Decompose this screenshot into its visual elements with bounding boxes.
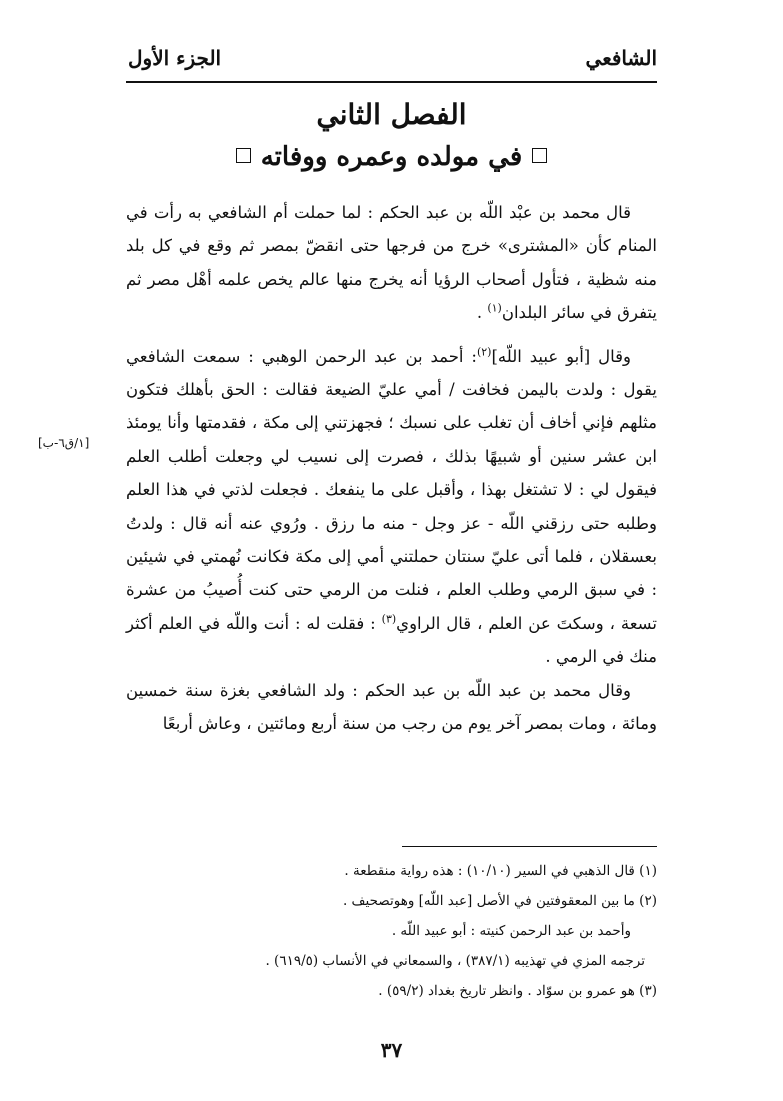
footnotes — [126, 856, 657, 1006]
footnote-ref: (٣) — [381, 612, 397, 626]
body-text — [126, 196, 657, 741]
footnote: (٢) ما بين المعقوفتين في الأصل [عبد اللّه] وهوتصحيف . — [342, 893, 657, 909]
header-rule — [126, 81, 657, 83]
footnote: (١) قال الذهبي في السير (١٠/١٠) : هذه رواية منقطعة . — [344, 863, 657, 879]
paragraph — [126, 340, 657, 674]
running-header — [128, 40, 657, 76]
footnote-continuation: وأحمد بن عبد الرحمن كنيته : أبو عبيد اللّه . — [391, 923, 631, 939]
paragraph — [126, 674, 657, 741]
paragraph-text-cont: : أحمد بن عبد الرحمن الوهبي : سمعت الشافعي يقول : ولدت باليمن فخافت / أمي عليّ الضيعة فقالت : الحق بأهلك فتكون مثلهم فإني أخاف أن تغلب على نسبك ؛ فجهزتني إلى مكة ، فقدمتها وأنا يومئذ ابن عشر سنين أو شبيهًا بذلك ، فصرت إلى نسيب لي وجعلت أطلب العلم فيقول لي : لا تشتغل بهذا ، وأقبل على ما ينفعك . فجعلت لذتي في هذا العلم وطلبه حتى رزقني اللّه - عز وجل - منه ما رزق . ورُوي عنه أنه قال : ولدتُ بعسقلان ، فلما أتى عليّ سنتان حملتني أمي إلى مكة فكانت نُهمتي في شيئين : في سبق الرمي وطلب العلم ، فنلت من الرمي حتى كنت أُصيبُ من عشرة تسعة ، وسكتَ عن العلم ، قال الراوي — [126, 346, 657, 633]
paragraph-text: وقال [أبو عبيد اللّه] — [491, 346, 631, 366]
footnote-continuation: ترجمه المزي في تهذيبه (٣٨٧/١) ، والسمعاني في الأنساب (٦١٩/٥) . — [265, 953, 645, 969]
footnote-ref: (١) — [487, 301, 502, 315]
paragraph-text-end: . — [476, 303, 488, 323]
paragraph-text: وقال محمد بن عبد اللّه بن عبد الحكم : ولد الشافعي بغزة سنة خمسين ومائة ، ومات بمصر آخر يوم من رجب من سنة أربع ومائتين ، وعاش أربعًا — [126, 680, 657, 734]
volume-label: الجزء الأول — [128, 46, 222, 70]
chapter-title: الفصل الثاني — [316, 98, 467, 131]
paragraph-text: قال محمد بن عبْد اللّه بن عبد الحكم : لما حملت أم الشافعي به رأت في المنام كأن «المشترى» خرج من فرجها حتى انقضّ بمصر ثم وقع في كل بلد منه شظية ، فتأول أصحاب الرؤيا أنه يخرج منها عالم يخص علمه أهْل مصر ثم يتفرق في سائر البلدان — [126, 203, 657, 323]
footnote: (٣) هو عمرو بن سوّاد . وانظر تاريخ بغداد (٥٩/٢) . — [378, 983, 657, 999]
chapter-subtitle-text: في مولده وعمره ووفاته — [260, 142, 523, 172]
chapter-subtitle — [126, 138, 657, 176]
square-ornament-icon — [532, 148, 547, 163]
footnote-ref: (٢) — [476, 345, 492, 359]
square-ornament-icon — [236, 148, 251, 163]
paragraph — [126, 196, 657, 330]
paragraph-text-end: : فقلت له : أنت واللّه في العلم أكثر منك في الرمي . — [126, 613, 657, 667]
footnote-rule — [402, 846, 657, 847]
book-title: الشافعي — [585, 46, 657, 70]
page-number: ٣٧ — [380, 1038, 403, 1062]
manuscript-folio-note: [١/ق٦-ب] — [38, 436, 90, 450]
